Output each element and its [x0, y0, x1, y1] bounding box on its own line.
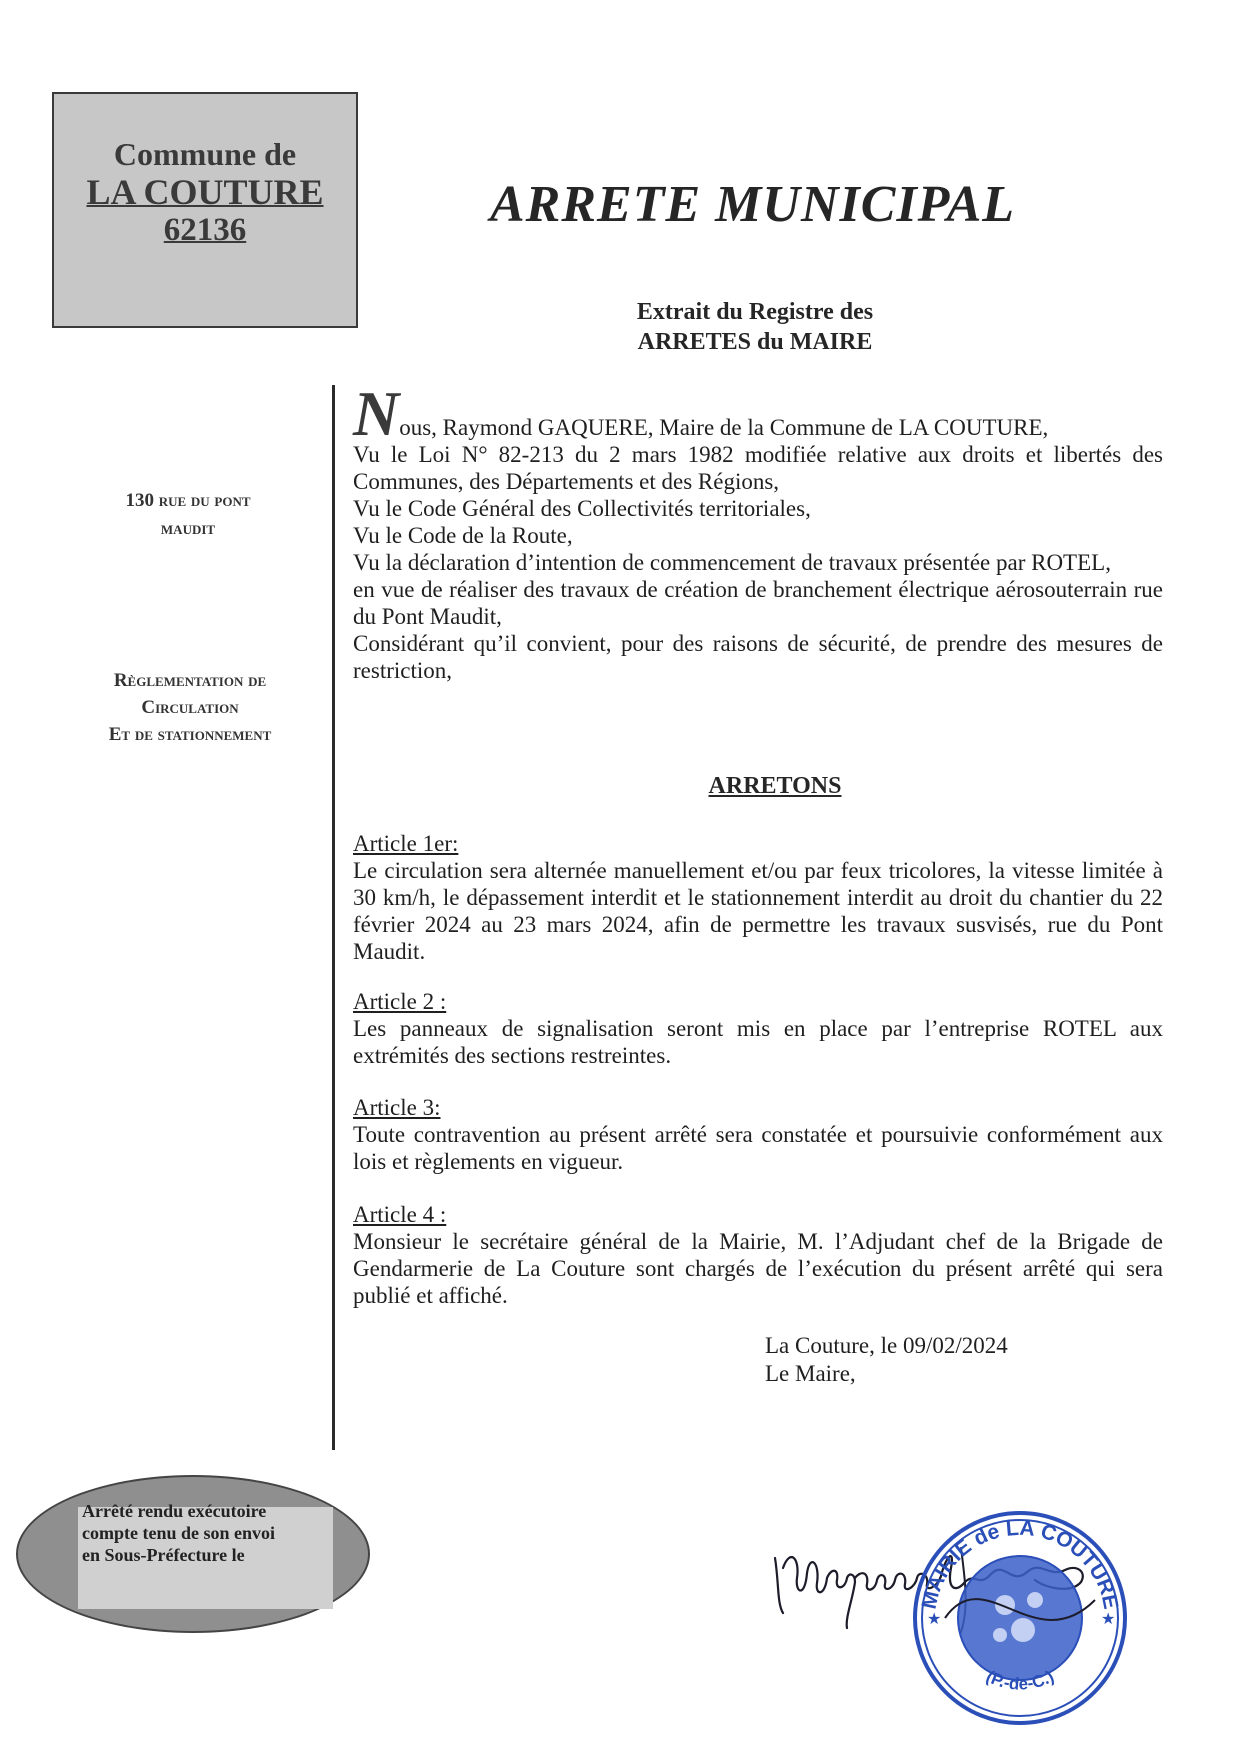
subject-line-1: Règlementation de: [113, 670, 267, 691]
executory-line-1: Arrêté rendu exécutoire: [82, 1501, 267, 1521]
executory-line-2: compte tenu de son envoi: [82, 1523, 275, 1543]
address-line-2: maudit: [160, 518, 216, 539]
article-4: [353, 1201, 1163, 1309]
stamp-text-bottom: (P.-de-C.): [983, 1666, 1057, 1694]
commune-label: Commune de: [113, 136, 297, 172]
commune-postcode: 62136: [163, 212, 247, 248]
preamble-clause: Vu le Code Général des Collectivités territoriales,: [353, 496, 811, 521]
preamble-first-line-text: ous, Raymond GAQUERE, Maire de la Commune de LA COUTURE,: [399, 415, 1049, 440]
preamble-clause: Considérant qu’il convient, pour des raisons de sécurité, de prendre des mesures de restriction,: [353, 631, 1163, 683]
vertical-divider: [332, 385, 335, 1450]
commune-box: [52, 92, 358, 328]
mairie-stamp: [905, 1500, 1135, 1730]
preamble-clause: Vu le Loi N° 82-213 du 2 mars 1982 modifiée relative aux droits et libertés des Communes, des Départements et des Régions,: [353, 442, 1163, 494]
preamble: [353, 378, 1163, 684]
subject-line-3: Et de stationnement: [108, 724, 272, 745]
executory-note: [82, 1500, 322, 1566]
preamble-clause: en vue de réaliser des travaux de création de branchement électrique aérosouterrain rue du Pont Maudit,: [353, 577, 1163, 629]
stamp-text-top: MAIRIE de LA COUTURE: [917, 1516, 1123, 1612]
sidebar-address: [68, 487, 308, 543]
article-heading: Article 1er:: [353, 831, 459, 856]
subtitle-line-1: Extrait du Registre des: [636, 299, 874, 325]
commune-name: LA COUTURE: [86, 172, 324, 212]
article-text: Toute contravention au présent arrêté sera constatée et poursuivie conformément aux lois et règlements en vigueur.: [353, 1122, 1163, 1174]
preamble-clause: Vu la déclaration d’intention de commencement de travaux présentée par ROTEL,: [353, 550, 1111, 575]
svg-text:★: ★: [927, 1611, 942, 1628]
article-text: Le circulation sera alternée manuellement et/ou par feux tricolores, la vitesse limitée à 30 km/h, le dépassement interdit et le stationnement interdit au droit du chantier du 22 février 2024 au 23 mars 2024, afin de permettre les travaux susvisés, rue du Pont Maudit.: [353, 858, 1163, 964]
article-text: Les panneaux de signalisation seront mis en place par l’entreprise ROTEL aux extrémités des sections restreintes.: [353, 1016, 1163, 1068]
sidebar-subject: [60, 667, 320, 748]
executory-line-3: en Sous-Préfecture le: [82, 1545, 245, 1565]
preamble-first-line: [353, 378, 1163, 449]
article-heading: Article 4 :: [353, 1202, 447, 1227]
signature-block: [765, 1332, 1008, 1388]
article-2: [353, 988, 1163, 1069]
drop-cap: N: [353, 378, 400, 449]
svg-text:★: ★: [1101, 1611, 1116, 1628]
article-text: Monsieur le secrétaire général de la Mairie, M. l’Adjudant chef de la Brigade de Gendarmerie de La Couture sont chargés de l’exécution du présent arrêté qui sera publié et affiché.: [353, 1229, 1163, 1308]
document-subtitle: [560, 297, 950, 357]
article-3: [353, 1094, 1163, 1175]
subtitle-line-2: ARRETES du MAIRE: [637, 329, 873, 355]
article-heading: Article 3:: [353, 1095, 441, 1120]
page-title: ARRETE MUNICIPAL: [490, 176, 1016, 233]
place-date: La Couture, le 09/02/2024: [765, 1333, 1008, 1358]
article-heading: Article 2 :: [353, 989, 447, 1014]
subject-line-2: Circulation: [141, 697, 239, 718]
article-1: [353, 830, 1163, 965]
address-line-1: 130 rue du pont: [125, 490, 251, 511]
preamble-clause: Vu le Code de la Route,: [353, 523, 573, 548]
signatory-role: Le Maire,: [765, 1361, 856, 1386]
arretons-heading: ARRETONS: [708, 773, 842, 799]
